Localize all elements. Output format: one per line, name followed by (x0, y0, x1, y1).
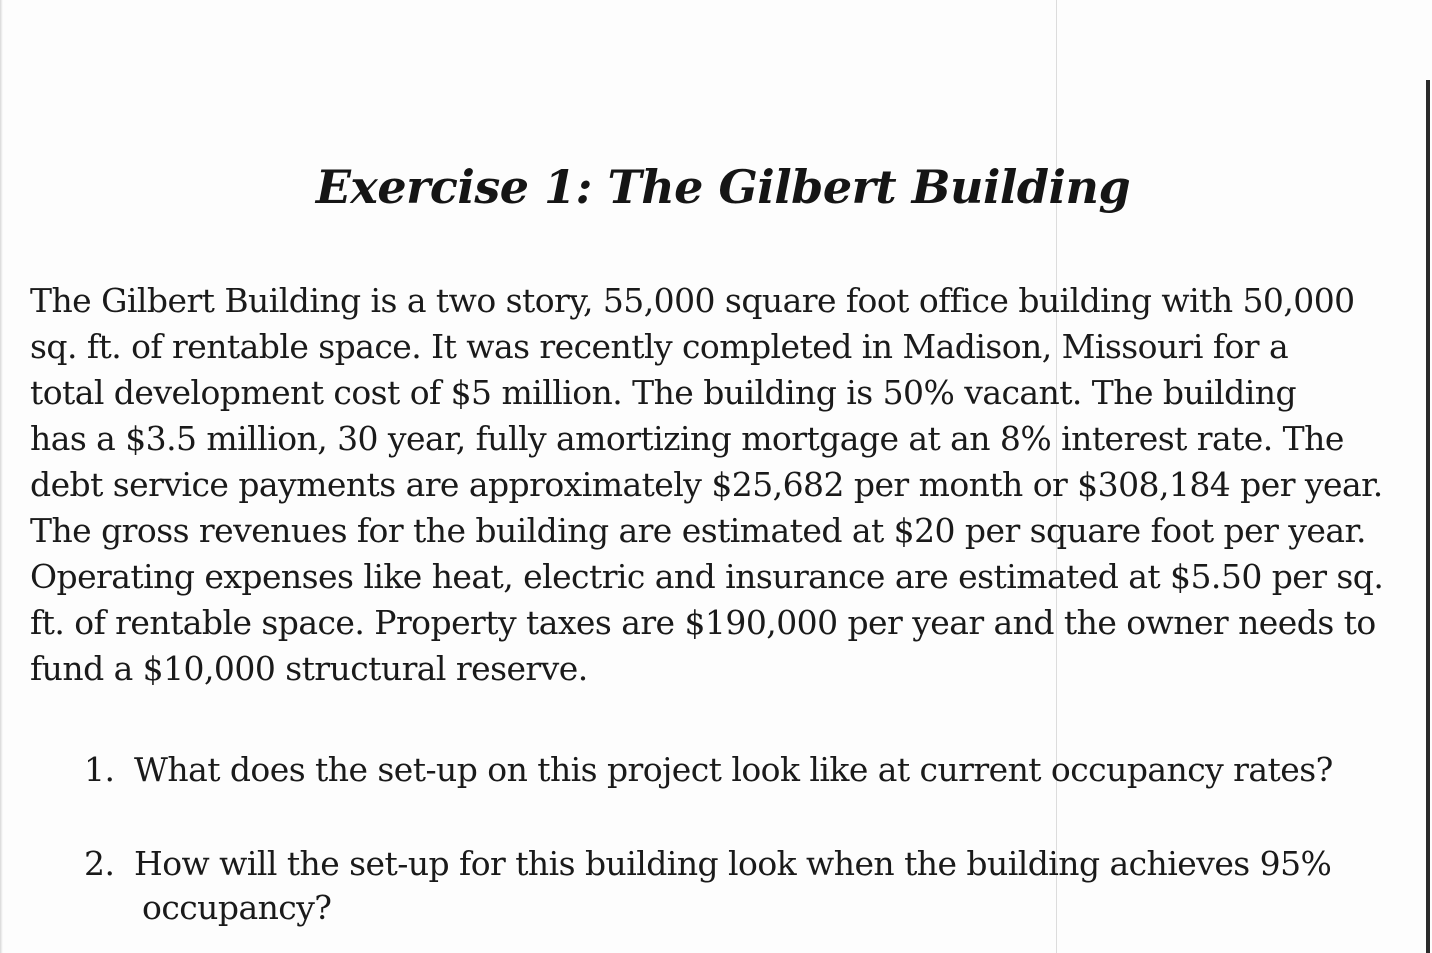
question-line: occupancy? (142, 888, 332, 927)
problem-paragraph (30, 278, 1422, 692)
question-number: 2. (84, 844, 115, 883)
question-item (84, 842, 1414, 930)
question-line: What does the set-up on this project look like at current occupancy rates? (134, 750, 1333, 789)
question-text (134, 842, 1404, 930)
paragraph-line: debt service payments are approximately $25,682 per month or $308,184 per year. (30, 465, 1383, 504)
question-number: 1. (84, 750, 115, 789)
paragraph-line: The gross revenues for the building are estimated at $20 per square foot per year. (30, 511, 1366, 550)
paragraph-line: has a $3.5 million, 30 year, fully amortizing mortgage at an 8% interest rate. The (30, 419, 1344, 458)
paragraph-line: sq. ft. of rentable space. It was recently completed in Madison, Missouri for a (30, 327, 1289, 366)
exercise-title: Exercise 1: The Gilbert Building (315, 160, 1131, 214)
question-text (134, 748, 1404, 792)
paragraph-line: total development cost of $5 million. The building is 50% vacant. The building (30, 373, 1297, 412)
paragraph-line: fund a $10,000 structural reserve. (30, 649, 588, 688)
question-line: How will the set-up for this building look when the building achieves 95% (134, 844, 1332, 883)
paragraph-line: The Gilbert Building is a two story, 55,000 square foot office building with 50,000 (30, 281, 1355, 320)
question-item (84, 748, 1414, 792)
paragraph-line: Operating expenses like heat, electric and insurance are estimated at $5.50 per sq. (30, 557, 1384, 596)
paragraph-line: ft. of rentable space. Property taxes are $190,000 per year and the owner needs to (30, 603, 1376, 642)
question-list (84, 748, 1414, 930)
scan-left-edge (0, 0, 3, 953)
